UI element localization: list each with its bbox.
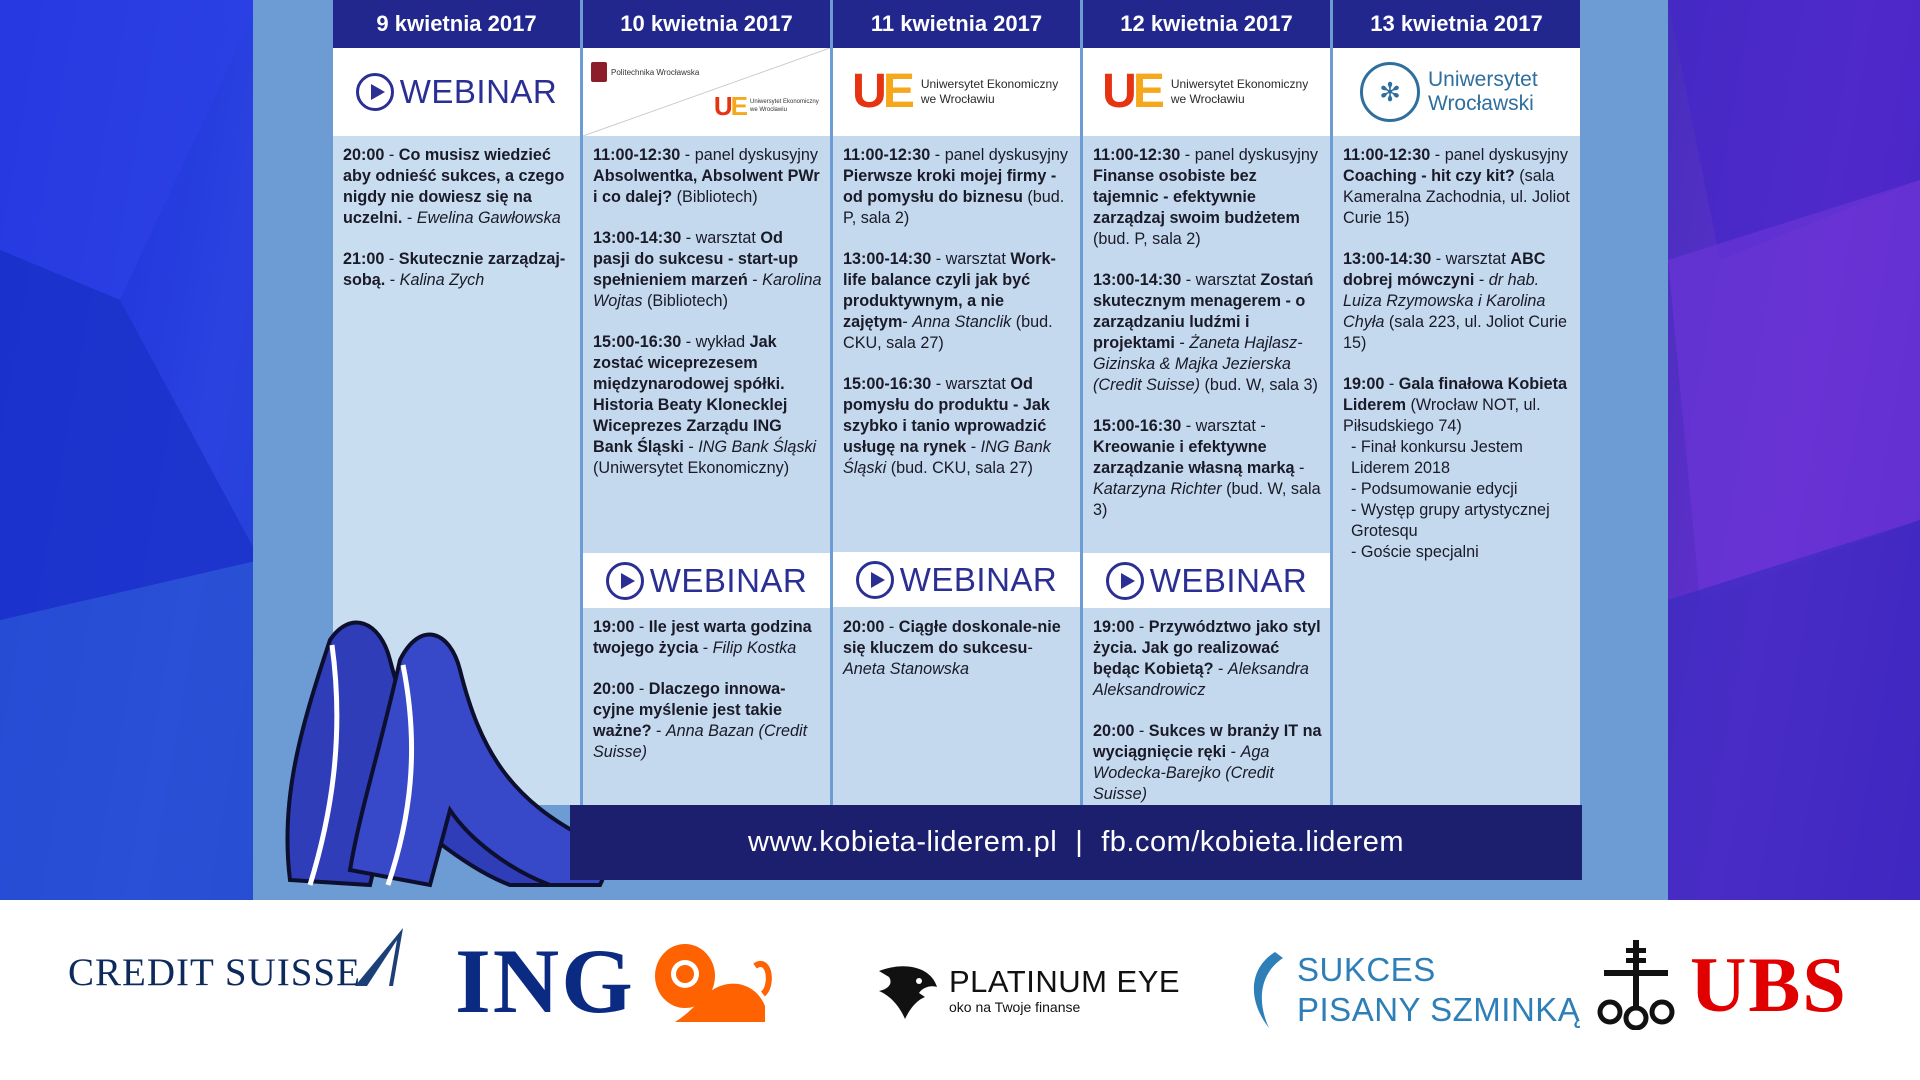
partner-logo-box bbox=[1083, 48, 1330, 136]
webinar-event-list bbox=[1093, 617, 1322, 825]
ue-logo-text: Uniwersytet Ekonomiczny we Wrocławiu bbox=[1170, 77, 1309, 106]
sukces-line-1: SUKCES bbox=[1297, 951, 1436, 988]
list-item: - Podsumowanie edycji bbox=[1351, 480, 1518, 498]
partner-logo-box bbox=[1333, 48, 1580, 136]
event-type: warsztat bbox=[695, 229, 756, 247]
event-item: 19:00 - Gala finałowa Kobieta Liderem (Wrocław NOT, ul. Piłsudskiego 74) - Finał konkursu Jestem Liderem 2018 - Podsumowanie edycji - Występ grupy artystycznej Grotesqu - Goście specjalni bbox=[1343, 374, 1572, 563]
webinar-logo-box bbox=[333, 48, 580, 136]
sukces-pisany-szminka-logo bbox=[1245, 950, 1580, 1030]
event-title: Kreowanie i efektywne zarządzanie własną marką bbox=[1093, 438, 1295, 477]
event-item: 11:00-12:30 - panel dyskusyjny Finanse osobiste bez tajemnic - efektywnie zarządzaj swoim budżetem (bud. P, sala 2) bbox=[1093, 146, 1318, 248]
webinar-event-list bbox=[593, 617, 822, 783]
eagle-icon bbox=[875, 957, 941, 1023]
sukces-line-2: PISANY SZMINKĄ bbox=[1297, 991, 1581, 1028]
play-icon bbox=[606, 562, 644, 600]
facebook-link[interactable]: fb.com/kobieta.liderem bbox=[1101, 826, 1404, 858]
webinar-logo-text: WEBINAR bbox=[899, 560, 1058, 598]
event-item: 13:00-14:30 - warsztat Od pasji do sukcesu - start-up spełnieniem marzeń - Karolina Wojtas (Bibliotech) bbox=[593, 229, 822, 310]
ue-logo bbox=[852, 65, 1061, 118]
play-icon bbox=[356, 73, 394, 111]
event-title: Przywództwo jako styl życia. Jak go realizować będąc Kobietą? bbox=[1093, 618, 1321, 678]
event-title: Coaching - hit czy kit? bbox=[1343, 167, 1515, 185]
uwr-logo-text: Uniwersytet Wrocławski bbox=[1428, 68, 1538, 115]
webinar-logo bbox=[1106, 562, 1308, 600]
day-header: 9 kwietnia 2017 bbox=[333, 0, 580, 48]
event-item: 15:00-16:30 - warsztat Od pomysłu do produktu - Jak szybko i tanio wprowadzić usługę na rynek - ING Bank Śląski (bud. CKU, sala 27) bbox=[843, 375, 1051, 477]
event-type: warsztat bbox=[945, 375, 1006, 393]
event-place: (Bibliotech) bbox=[646, 292, 728, 310]
event-time: 11:00-12:30 bbox=[843, 146, 931, 164]
ing-logo bbox=[455, 928, 775, 1034]
event-time: 20:00 bbox=[593, 680, 635, 698]
list-item: - Występ grupy artystycznej Grotesqu bbox=[1351, 501, 1550, 540]
lipstick-swoosh-icon bbox=[1245, 950, 1285, 1030]
event-item: 19:00 - Przywództwo jako styl życia. Jak go realizować będąc Kobietą? - Aleksandra Aleksandrowicz bbox=[1093, 618, 1321, 699]
credit-suisse-logo bbox=[68, 950, 405, 995]
event-list bbox=[593, 145, 822, 499]
event-time: 19:00 bbox=[1093, 618, 1135, 636]
event-title: Sukces w branży IT na wyciągnięcie ręki bbox=[1093, 722, 1322, 761]
event-type: wykład bbox=[695, 333, 746, 351]
pwr-logo bbox=[591, 62, 699, 82]
day-column-3 bbox=[833, 0, 1080, 805]
event-place: (bud. P, sala 2) bbox=[1093, 230, 1201, 248]
event-item: 20:00 - Ciągłe doskonale-nie się kluczem do sukcesu- Aneta Stanowska bbox=[843, 618, 1061, 678]
event-place: (Bibliotech) bbox=[676, 188, 758, 206]
event-speaker: Karolina Wojtas bbox=[593, 271, 822, 310]
event-list bbox=[1093, 145, 1322, 541]
platinum-eye-title: PLATINUM EYE bbox=[949, 964, 1181, 999]
event-type: panel dyskusyjny bbox=[1444, 146, 1568, 164]
high-heels-illustration bbox=[270, 600, 610, 900]
gala-program-list bbox=[1343, 437, 1572, 563]
webinar-event-list bbox=[843, 617, 1072, 700]
event-place: (Wrocław NOT, ul. Piłsudskiego 74) bbox=[1343, 396, 1541, 435]
event-item: 19:00 - Ile jest warta godzina twojego życia - Filip Kostka bbox=[593, 618, 812, 657]
ing-text: ING bbox=[455, 930, 635, 1032]
day-column-5 bbox=[1333, 0, 1580, 805]
event-time: 13:00-14:30 bbox=[1343, 250, 1432, 268]
event-item: 15:00-16:30 - warsztat - Kreowanie i efektywne zarządzanie własną marką - Katarzyna Richter (bud. W, sala 3) bbox=[1093, 417, 1321, 519]
three-keys-icon bbox=[1596, 940, 1676, 1030]
platinum-eye-logo bbox=[875, 957, 1180, 1023]
event-type: warsztat bbox=[945, 250, 1006, 268]
platinum-eye-text bbox=[949, 965, 1180, 1015]
event-title: Gala finałowa Kobieta Liderem bbox=[1343, 375, 1568, 414]
event-list bbox=[843, 145, 1072, 499]
event-type: panel dyskusyjny bbox=[694, 146, 818, 164]
event-item: 20:00 - Co musisz wiedzieć aby odnieść sukces, a czego nigdy nie dowiesz się na uczelni. - Ewelina Gawłowska bbox=[343, 146, 565, 227]
webinar-logo-text: WEBINAR bbox=[399, 73, 558, 110]
credit-suisse-text: CREDIT SUISSE bbox=[68, 951, 361, 994]
event-title: Ciągłe doskonale-nie się kluczem do sukcesu bbox=[843, 618, 1061, 657]
partner-logo-box bbox=[833, 48, 1080, 136]
sponsor-logos bbox=[0, 900, 1920, 1080]
ue-logo-text: Uniwersytet Ekonomiczny we Wrocławiu bbox=[920, 77, 1059, 106]
event-type: panel dyskusyjny bbox=[1194, 146, 1318, 164]
ue-mark-icon: UE bbox=[852, 65, 911, 118]
ue-mark-icon: UE bbox=[1102, 65, 1161, 118]
university-seal-icon: ✻ bbox=[1360, 62, 1420, 122]
event-title: Od pasji do sukcesu - start-up spełnieniem marzeń bbox=[593, 229, 799, 289]
event-item: 11:00-12:30 - panel dyskusyjny Coaching - hit czy kit? (sala Kameralna Zachodnia, ul. Joliot Curie 15) bbox=[1343, 146, 1570, 227]
website-footer-bar bbox=[570, 805, 1582, 880]
ue-logo-small bbox=[714, 92, 820, 120]
webinar-banner bbox=[583, 553, 830, 608]
event-time: 20:00 bbox=[343, 146, 385, 164]
event-place: (Uniwersytet Ekonomiczny) bbox=[593, 459, 790, 477]
ue-mark-icon: UE bbox=[713, 91, 746, 121]
event-speaker: Aleksandra Aleksandrowicz bbox=[1093, 660, 1309, 699]
event-item: 11:00-12:30 - panel dyskusyjny Absolwentka, Absolwent PWr i co dalej? (Bibliotech) bbox=[593, 146, 820, 206]
event-speaker: Filip Kostka bbox=[712, 639, 797, 657]
event-title: Work-life balance czyli jak być produktywnym, a nie zajętym bbox=[843, 250, 1056, 331]
event-place: (bud. P, sala 2) bbox=[843, 188, 1065, 227]
event-time: 15:00-16:30 bbox=[843, 375, 932, 393]
event-speaker: Katarzyna Richter bbox=[1093, 480, 1222, 498]
event-speaker: Aga Wodecka-Barejko (Credit Suisse) bbox=[1093, 743, 1274, 803]
event-place: (bud. CKU, sala 27) bbox=[843, 313, 1053, 352]
event-item: 13:00-14:30 - warsztat Work-life balance czyli jak być produktywnym, a nie zajętym- Anna Stanclik (bud. CKU, sala 27) bbox=[843, 250, 1056, 352]
event-title: Zostań skutecznym menagerem - o zarządzaniu ludźmi i projektami bbox=[1093, 271, 1314, 352]
event-item: 20:00 - Dlaczego innowa-cyjne myślenie jest takie ważne? - Anna Bazan (Credit Suisse) bbox=[593, 680, 808, 761]
event-time: 13:00-14:30 bbox=[1093, 271, 1182, 289]
ubs-text: UBS bbox=[1690, 941, 1848, 1028]
event-speaker: Ewelina Gawłowska bbox=[416, 209, 561, 227]
event-place: (bud. CKU, sala 27) bbox=[890, 459, 1033, 477]
webinar-logo bbox=[856, 561, 1058, 599]
event-speaker: ING Bank Śląski bbox=[698, 438, 817, 456]
event-place: (bud. W, sala 3) bbox=[1093, 480, 1321, 519]
sukces-text bbox=[1297, 950, 1580, 1030]
event-title: Co musisz wiedzieć aby odnieść sukces, a czego nigdy nie dowiesz się na uczelni. bbox=[343, 146, 565, 227]
event-speaker: Kalina Zych bbox=[399, 271, 485, 289]
event-title: Jak zostać wiceprezesem międzynarodowej spółki. Historia Beaty Klonecklej Wiceprezes Zarządu ING Bank Śląski bbox=[593, 333, 788, 456]
event-title: Skutecznie zarządzaj- sobą. bbox=[343, 250, 566, 289]
event-place: (bud. W, sala 3) bbox=[1204, 376, 1318, 394]
partner-logo-box bbox=[583, 48, 830, 136]
sail-icon bbox=[353, 928, 405, 988]
webinar-logo-text: WEBINAR bbox=[1149, 561, 1308, 599]
lion-icon bbox=[645, 936, 775, 1026]
event-speaker: Żaneta Hajlasz-Gizinska & Majka Jezierska (Credit Suisse) bbox=[1093, 334, 1303, 394]
event-place: (sala Kameralna Zachodnia, ul. Joliot Curie 15) bbox=[1343, 167, 1570, 227]
website-link[interactable]: www.kobieta-liderem.pl bbox=[748, 826, 1058, 858]
event-time: 15:00-16:30 bbox=[593, 333, 682, 351]
event-title: Dlaczego innowa-cyjne myślenie jest takie ważne? bbox=[593, 680, 786, 740]
list-item: - Goście specjalni bbox=[1351, 543, 1479, 561]
event-item: 21:00 - Skutecznie zarządzaj- sobą. - Kalina Zych bbox=[343, 250, 566, 289]
event-place: (sala 223, ul. Joliot Curie 15) bbox=[1343, 313, 1568, 352]
event-item: 11:00-12:30 - panel dyskusyjny Pierwsze kroki mojej firmy - od pomysłu do biznesu (bud. P, sala 2) bbox=[843, 146, 1068, 227]
uwr-logo bbox=[1360, 62, 1553, 122]
event-type: warsztat bbox=[1195, 271, 1256, 289]
footer-separator: | bbox=[1075, 826, 1084, 858]
event-time: 11:00-12:30 bbox=[593, 146, 681, 164]
day-header: 11 kwietnia 2017 bbox=[833, 0, 1080, 48]
list-item: - Finał konkursu Jestem Liderem 2018 bbox=[1351, 438, 1523, 477]
event-title: Absolwentka, Absolwent PWr i co dalej? bbox=[593, 167, 820, 206]
webinar-banner bbox=[1083, 553, 1330, 608]
event-item: 20:00 - Sukces w branży IT na wyciągnięcie ręki - Aga Wodecka-Barejko (Credit Suisse) bbox=[1093, 722, 1322, 803]
platinum-eye-tagline: oko na Twoje finanse bbox=[949, 999, 1081, 1015]
event-type: panel dyskusyjny bbox=[944, 146, 1068, 164]
webinar-logo bbox=[606, 562, 808, 600]
play-icon bbox=[856, 561, 894, 599]
event-title: Finanse osobiste bez tajemnic - efektywnie zarządzaj swoim budżetem bbox=[1093, 167, 1300, 227]
event-speaker: Anna Bazan (Credit Suisse) bbox=[593, 722, 808, 761]
webinar-logo bbox=[356, 73, 558, 111]
event-time: 21:00 bbox=[343, 250, 385, 268]
day-header: 13 kwietnia 2017 bbox=[1333, 0, 1580, 48]
event-item: 13:00-14:30 - warsztat ABC dobrej mówczyni - dr hab. Luiza Rzymowska i Karolina Chyła (sala 223, ul. Joliot Curie 15) bbox=[1343, 250, 1568, 352]
webinar-logo-text: WEBINAR bbox=[649, 561, 808, 599]
event-list bbox=[343, 145, 572, 311]
event-title: Ile jest warta godzina twojego życia bbox=[593, 618, 812, 657]
event-speaker: Anna Stanclik bbox=[912, 313, 1012, 331]
pwr-logo-text: Politechnika Wrocławska bbox=[611, 67, 700, 77]
event-time: 20:00 bbox=[843, 618, 885, 636]
ue-logo bbox=[1102, 65, 1311, 118]
day-header: 12 kwietnia 2017 bbox=[1083, 0, 1330, 48]
event-speaker: dr hab. Luiza Rzymowska i Karolina Chyła bbox=[1343, 271, 1546, 331]
event-title: Od pomysłu do produktu - Jak szybko i tanio wprowadzić usługę na rynek bbox=[843, 375, 1050, 456]
event-list bbox=[1343, 145, 1572, 583]
event-title: Pierwsze kroki mojej firmy - od pomysłu do biznesu bbox=[843, 167, 1057, 206]
event-speaker: Aneta Stanowska bbox=[843, 660, 969, 678]
event-type: warsztat bbox=[1445, 250, 1506, 268]
day-column-2 bbox=[583, 0, 830, 805]
play-icon bbox=[1106, 562, 1144, 600]
event-time: 13:00-14:30 bbox=[593, 229, 682, 247]
event-time: 15:00-16:30 bbox=[1093, 417, 1182, 435]
event-item: 13:00-14:30 - warsztat Zostań skutecznym menagerem - o zarządzaniu ludźmi i projektami - Żaneta Hajlasz-Gizinska & Majka Jezierska (Credit Suisse) (bud. W, sala 3) bbox=[1093, 271, 1318, 394]
ue-logo-text: Uniwersytet Ekonomiczny we Wrocławiu bbox=[750, 99, 819, 113]
day-header: 10 kwietnia 2017 bbox=[583, 0, 830, 48]
event-time: 11:00-12:30 bbox=[1343, 146, 1431, 164]
ubs-logo bbox=[1596, 940, 1848, 1030]
event-time: 13:00-14:30 bbox=[843, 250, 932, 268]
webinar-banner bbox=[833, 552, 1080, 607]
event-speaker: ING Bank Śląski bbox=[843, 438, 1051, 477]
event-type: warsztat bbox=[1195, 417, 1256, 435]
pwr-crest-icon bbox=[591, 62, 607, 82]
event-time: 19:00 bbox=[593, 618, 635, 636]
event-title: ABC dobrej mówczyni bbox=[1343, 250, 1546, 289]
event-time: 19:00 bbox=[1343, 375, 1385, 393]
event-time: 11:00-12:30 bbox=[1093, 146, 1181, 164]
day-column-4 bbox=[1083, 0, 1330, 805]
event-item: 15:00-16:30 - wykład Jak zostać wiceprezesem międzynarodowej spółki. Historia Beaty Klonecklej Wiceprezes Zarządu ING Bank Śląski - ING Bank Śląski (Uniwersytet Ekonomiczny) bbox=[593, 333, 817, 477]
event-time: 20:00 bbox=[1093, 722, 1135, 740]
